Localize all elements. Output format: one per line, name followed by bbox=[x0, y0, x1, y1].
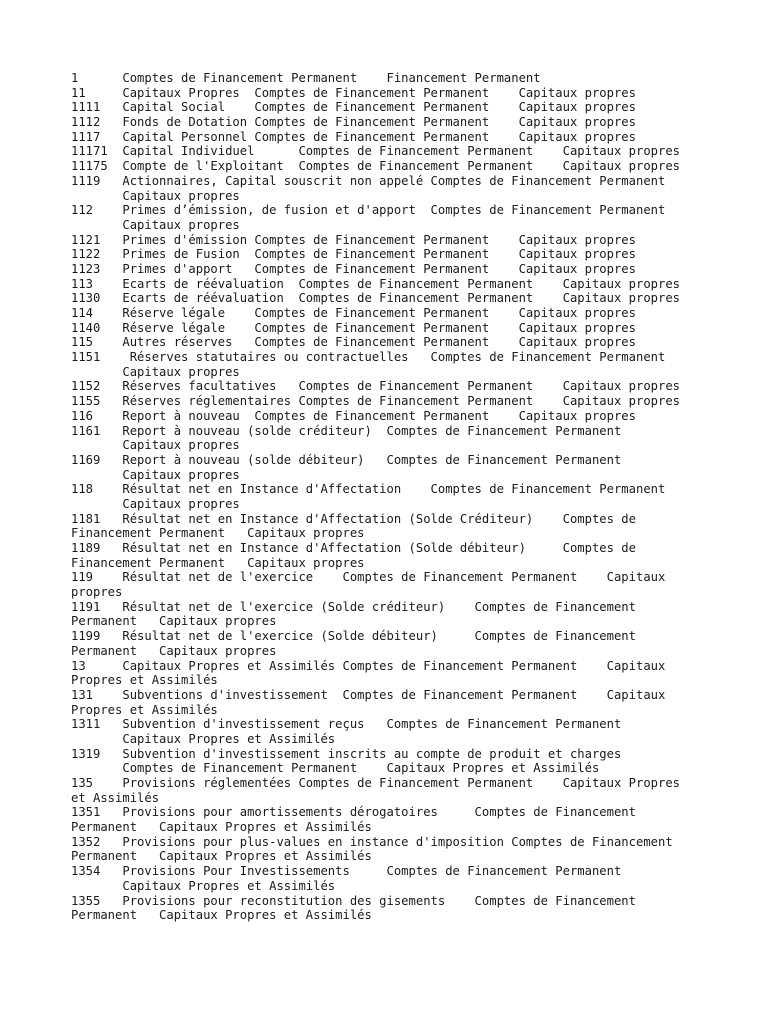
text-line: 119 Résultat net de l'exercice Comptes de Financement Permanent Capitaux bbox=[71, 570, 666, 585]
text-line: Capitaux propres bbox=[71, 467, 240, 482]
text-line: Permanent Capitaux propres bbox=[71, 643, 277, 658]
text-line: et Assimilés bbox=[71, 790, 160, 805]
text-line: 1112 Fonds de Dotation Comptes de Financement Permanent Capitaux propres bbox=[71, 115, 636, 130]
text-line: Propres et Assimilés bbox=[71, 673, 218, 688]
text-line: 13 Capitaux Propres et Assimilés Comptes de Financement Permanent Capitaux bbox=[71, 658, 666, 673]
text-line: 11 Capitaux Propres Comptes de Financement Permanent Capitaux propres bbox=[71, 85, 636, 100]
text-line: 113 Ecarts de réévaluation Comptes de Financement Permanent Capitaux propres bbox=[71, 276, 681, 291]
text-line: 112 Primes d’émission, de fusion et d'apport Comptes de Financement Permanent bbox=[71, 203, 666, 218]
text-line: propres bbox=[71, 585, 123, 600]
text-line: Capitaux propres bbox=[71, 438, 240, 453]
text-line: 1 Comptes de Financement Permanent Financement Permanent bbox=[71, 71, 541, 85]
text-line: 1140 Réserve légale Comptes de Financement Permanent Capitaux propres bbox=[71, 320, 636, 335]
text-line: 1189 Résultat net en Instance d'Affectation (Solde débiteur) Comptes de bbox=[71, 541, 636, 555]
text-line: 1169 Report à nouveau (solde débiteur) Comptes de Financement Permanent bbox=[71, 452, 622, 467]
text-line: Financement Permanent Capitaux propres bbox=[71, 526, 365, 541]
text-line: Comptes de Financement Permanent Capitaux Propres et Assimilés bbox=[71, 761, 600, 776]
text-line: Capitaux propres bbox=[71, 188, 240, 203]
text-line: 1351 Provisions pour amortissements dérogatoires Comptes de Financement bbox=[71, 805, 636, 820]
text-line: 114 Réserve légale Comptes de Financement Permanent Capitaux propres bbox=[71, 306, 636, 320]
text-line: 1111 Capital Social Comptes de Financement Permanent Capitaux propres bbox=[71, 100, 636, 115]
text-line: 1199 Résultat net de l'exercice (Solde débiteur) Comptes de Financement bbox=[71, 629, 636, 644]
text-line: Capitaux propres bbox=[71, 364, 240, 379]
text-line: 1354 Provisions Pour Investissements Comptes de Financement Permanent bbox=[71, 864, 622, 879]
text-line: 1123 Primes d'apport Comptes de Financement Permanent Capitaux propres bbox=[71, 261, 636, 276]
text-line: Capitaux propres bbox=[71, 217, 240, 232]
text-line: Capitaux Propres et Assimilés bbox=[71, 731, 336, 746]
document-body bbox=[71, 71, 711, 923]
text-line: 1121 Primes d'émission Comptes de Financement Permanent Capitaux propres bbox=[71, 232, 636, 247]
text-line: Capitaux Propres et Assimilés bbox=[71, 878, 336, 893]
text-line: 1152 Réserves facultatives Comptes de Financement Permanent Capitaux propres bbox=[71, 379, 681, 394]
text-line: 1311 Subvention d'investissement reçus Comptes de Financement Permanent bbox=[71, 717, 622, 732]
text-line: Permanent Capitaux Propres et Assimilés bbox=[71, 849, 372, 864]
text-line: 1191 Résultat net de l'exercice (Solde créditeur) Comptes de Financement bbox=[71, 599, 636, 614]
text-line: 131 Subventions d'investissement Comptes de Financement Permanent Capitaux bbox=[71, 687, 666, 702]
text-line: Financement Permanent Capitaux propres bbox=[71, 555, 365, 570]
text-line: 1122 Primes de Fusion Comptes de Financement Permanent Capitaux propres bbox=[71, 247, 636, 262]
text-line: 1161 Report à nouveau (solde créditeur) Comptes de Financement Permanent bbox=[71, 423, 622, 438]
text-line: 1181 Résultat net en Instance d'Affectation (Solde Créditeur) Comptes de bbox=[71, 511, 636, 526]
text-line: Permanent Capitaux Propres et Assimilés bbox=[71, 820, 372, 835]
text-line: 1130 Ecarts de réévaluation Comptes de Financement Permanent Capitaux propres bbox=[71, 291, 681, 306]
text-line: 1155 Réserves réglementaires Comptes de Financement Permanent Capitaux propres bbox=[71, 394, 681, 409]
text-line: 135 Provisions réglementées Comptes de Financement Permanent Capitaux Propres bbox=[71, 776, 681, 790]
text-line: Permanent Capitaux propres bbox=[71, 614, 277, 629]
text-line: Capitaux propres bbox=[71, 496, 240, 511]
text-line: 1119 Actionnaires, Capital souscrit non appelé Comptes de Financement Permanent bbox=[71, 173, 666, 188]
text-line: 116 Report à nouveau Comptes de Financement Permanent Capitaux propres bbox=[71, 408, 636, 423]
text-line: 1355 Provisions pour reconstitution des gisements Comptes de Financement bbox=[71, 893, 636, 908]
text-line: 118 Résultat net en Instance d'Affectation Comptes de Financement Permanent bbox=[71, 482, 666, 497]
text-line: Permanent Capitaux Propres et Assimilés bbox=[71, 908, 372, 923]
text-line: 115 Autres réserves Comptes de Financement Permanent Capitaux propres bbox=[71, 335, 636, 350]
text-line: 1151 Réserves statutaires ou contractuelles Comptes de Financement Permanent bbox=[71, 350, 666, 365]
text-line: 11175 Compte de l'Exploitant Comptes de Financement Permanent Capitaux propres bbox=[71, 159, 681, 174]
text-line: 1319 Subvention d'investissement inscrits au compte de produit et charges bbox=[71, 746, 622, 761]
text-line: Propres et Assimilés bbox=[71, 702, 218, 717]
text-line: 1352 Provisions pour plus-values en instance d'imposition Comptes de Financement bbox=[71, 834, 673, 849]
text-line: 11171 Capital Individuel Comptes de Financement Permanent Capitaux propres bbox=[71, 144, 681, 159]
text-line: 1117 Capital Personnel Comptes de Financement Permanent Capitaux propres bbox=[71, 129, 636, 144]
